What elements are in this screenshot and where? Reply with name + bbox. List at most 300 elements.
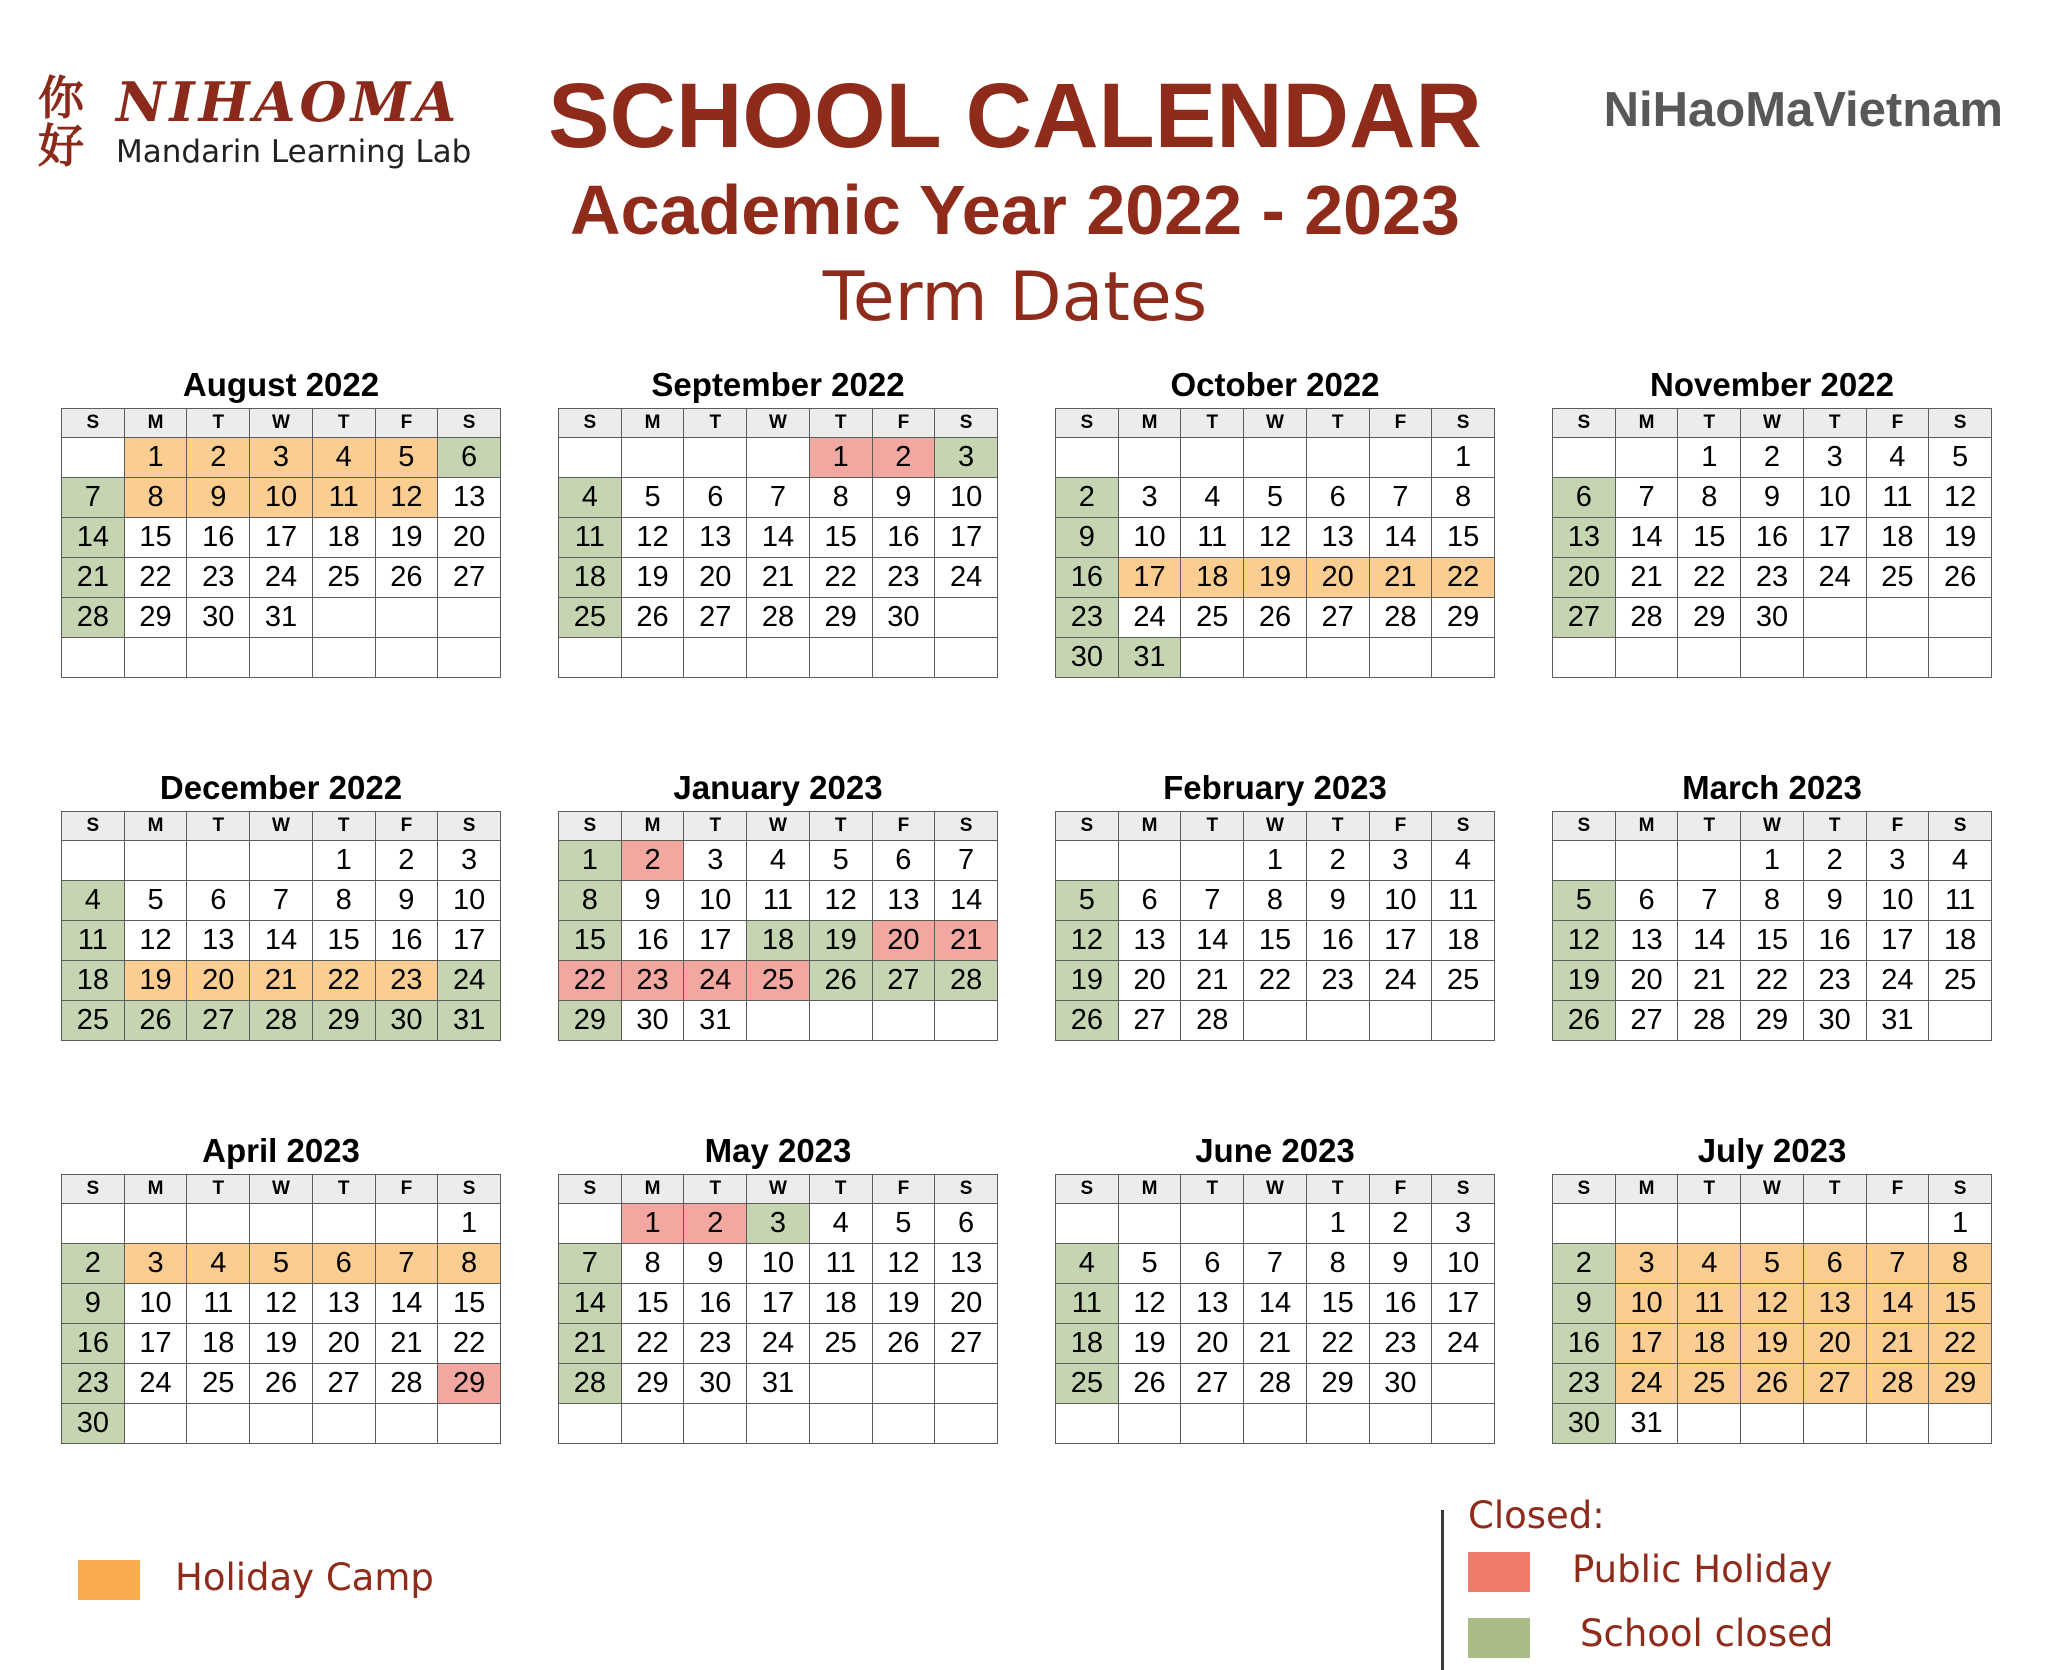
day-cell [809,1364,872,1404]
weekday-header: T [809,409,872,438]
day-cell: 24 [684,961,747,1001]
day-cell: 20 [312,1324,375,1364]
day-cell: 30 [872,598,935,638]
day-cell: 10 [124,1284,187,1324]
week-row [559,921,998,961]
day-cell: 11 [1181,518,1244,558]
day-cell: 27 [1181,1364,1244,1404]
week-row [1056,961,1495,1001]
week-row [1553,1404,1992,1444]
day-cell [1678,841,1741,881]
weekday-header: F [872,812,935,841]
day-cell [1118,841,1181,881]
day-cell: 22 [621,1324,684,1364]
week-row [1056,1244,1495,1284]
day-cell: 13 [684,518,747,558]
weekday-header: F [872,409,935,438]
day-cell: 24 [1615,1364,1678,1404]
day-cell: 30 [1056,638,1119,678]
day-cell [1615,1204,1678,1244]
day-cell: 27 [1803,1364,1866,1404]
day-cell: 14 [747,518,810,558]
day-cell: 13 [872,881,935,921]
day-cell [559,638,622,678]
weekday-header: T [312,812,375,841]
weekday-header: T [1306,812,1369,841]
day-cell: 18 [1866,518,1929,558]
day-cell: 27 [1118,1001,1181,1041]
day-cell [1432,1404,1495,1444]
day-cell: 7 [1244,1244,1307,1284]
day-cell: 30 [684,1364,747,1404]
day-cell: 26 [1244,598,1307,638]
day-cell [1866,638,1929,678]
day-cell: 12 [621,518,684,558]
day-cell: 11 [62,921,125,961]
weekday-header: F [1369,812,1432,841]
week-row [1553,638,1992,678]
day-cell: 28 [62,598,125,638]
day-cell: 14 [559,1284,622,1324]
day-cell [1803,1204,1866,1244]
day-cell: 30 [1803,1001,1866,1041]
day-cell: 7 [1369,478,1432,518]
day-cell [1056,841,1119,881]
weekday-header: F [1866,1175,1929,1204]
day-cell: 9 [1369,1244,1432,1284]
day-cell: 21 [559,1324,622,1364]
day-cell: 7 [1678,881,1741,921]
day-cell: 12 [809,881,872,921]
day-cell: 30 [187,598,250,638]
weekday-header: S [559,409,622,438]
week-row [62,598,501,638]
day-cell: 16 [1741,518,1804,558]
day-cell: 28 [1866,1364,1929,1404]
day-cell: 12 [124,921,187,961]
month-title: May 2023 [704,1132,852,1169]
day-cell [559,1404,622,1444]
day-cell: 10 [1803,478,1866,518]
weekday-header: S [1929,812,1992,841]
day-cell: 22 [438,1324,501,1364]
weekday-header: S [935,812,998,841]
day-cell: 27 [684,598,747,638]
weekday-header: T [809,812,872,841]
day-cell: 18 [809,1284,872,1324]
day-cell: 28 [935,961,998,1001]
day-cell: 29 [312,1001,375,1041]
day-cell: 7 [1615,478,1678,518]
day-cell: 15 [124,518,187,558]
week-row [1056,1284,1495,1324]
day-cell: 15 [1741,921,1804,961]
day-cell [1056,438,1119,478]
day-cell: 29 [621,1364,684,1404]
day-cell: 5 [124,881,187,921]
week-row [1553,438,1992,478]
week-row [1553,881,1992,921]
day-cell: 12 [1741,1284,1804,1324]
day-cell: 27 [872,961,935,1001]
day-cell: 23 [1803,961,1866,1001]
day-cell: 31 [747,1364,810,1404]
day-cell [1553,438,1616,478]
month-table [61,1174,501,1444]
weekday-header: S [1056,812,1119,841]
week-row [559,1284,998,1324]
day-cell: 17 [1432,1284,1495,1324]
day-cell [1432,1364,1495,1404]
day-cell: 26 [375,558,438,598]
day-cell: 13 [312,1284,375,1324]
day-cell: 1 [621,1204,684,1244]
day-cell [1553,841,1616,881]
day-cell: 25 [1181,598,1244,638]
day-cell: 25 [809,1324,872,1364]
day-cell: 17 [1615,1324,1678,1364]
day-cell: 26 [1118,1364,1181,1404]
day-cell: 28 [747,598,810,638]
day-cell: 30 [621,1001,684,1041]
day-cell: 23 [1306,961,1369,1001]
weekday-header: M [621,1175,684,1204]
day-cell: 7 [935,841,998,881]
day-cell: 19 [1553,961,1616,1001]
day-cell: 29 [1929,1364,1992,1404]
day-cell [621,438,684,478]
day-cell [250,638,313,678]
day-cell: 7 [375,1244,438,1284]
day-cell [124,1404,187,1444]
week-row [62,518,501,558]
day-cell: 4 [559,478,622,518]
day-cell: 4 [1866,438,1929,478]
day-cell: 25 [747,961,810,1001]
day-cell: 25 [62,1001,125,1041]
day-cell [872,1404,935,1444]
day-cell [250,1204,313,1244]
day-cell: 24 [935,558,998,598]
day-cell: 16 [1803,921,1866,961]
day-cell: 2 [1553,1244,1616,1284]
school-closed-label: School closed [1580,1612,1834,1655]
day-cell [1866,1204,1929,1244]
month-calendar [558,362,998,678]
day-cell: 8 [1929,1244,1992,1284]
weekday-header: F [1369,409,1432,438]
day-cell: 28 [1181,1001,1244,1041]
day-cell [1678,1204,1741,1244]
day-cell: 9 [375,881,438,921]
day-cell: 23 [1553,1364,1616,1404]
day-cell [747,638,810,678]
day-cell [438,638,501,678]
day-cell: 23 [684,1324,747,1364]
day-cell: 26 [621,598,684,638]
day-cell [1306,1001,1369,1041]
day-cell [1929,1001,1992,1041]
day-cell: 29 [1741,1001,1804,1041]
day-cell: 31 [684,1001,747,1041]
month-table [558,1174,998,1444]
day-cell: 26 [124,1001,187,1041]
day-cell: 27 [438,558,501,598]
weekday-header: M [1118,409,1181,438]
day-cell: 19 [1929,518,1992,558]
title-block [350,64,1680,344]
day-cell: 28 [559,1364,622,1404]
day-cell [809,638,872,678]
day-cell [621,638,684,678]
day-cell: 10 [438,881,501,921]
day-cell: 2 [375,841,438,881]
day-cell: 1 [438,1204,501,1244]
day-cell: 22 [1678,558,1741,598]
day-cell: 16 [187,518,250,558]
day-cell: 17 [747,1284,810,1324]
day-cell [124,841,187,881]
day-cell [1118,1204,1181,1244]
day-cell [375,598,438,638]
day-cell: 23 [1056,598,1119,638]
month-title: June 2023 [1195,1132,1355,1169]
weekday-header: W [747,1175,810,1204]
day-cell: 17 [124,1324,187,1364]
week-row [62,1404,501,1444]
week-row [559,961,998,1001]
day-cell: 13 [935,1244,998,1284]
weekday-header: W [1244,812,1307,841]
week-row [559,1204,998,1244]
day-cell: 17 [1866,921,1929,961]
month-calendar [61,765,501,1041]
day-cell: 3 [935,438,998,478]
day-cell: 19 [621,558,684,598]
day-cell: 4 [1181,478,1244,518]
week-row [1056,1204,1495,1244]
day-cell: 15 [1306,1284,1369,1324]
day-cell: 1 [1929,1204,1992,1244]
day-cell: 12 [1118,1284,1181,1324]
day-cell: 17 [1803,518,1866,558]
day-cell: 4 [747,841,810,881]
weekday-header: M [1615,409,1678,438]
day-cell: 21 [747,558,810,598]
month-calendar [1055,765,1495,1041]
day-cell: 22 [1244,961,1307,1001]
day-cell: 16 [1553,1324,1616,1364]
weekday-header: M [124,409,187,438]
day-cell [621,1404,684,1444]
day-cell: 23 [1741,558,1804,598]
day-cell [1803,638,1866,678]
day-cell: 31 [1118,638,1181,678]
weekday-header: T [1181,1175,1244,1204]
day-cell [935,1001,998,1041]
day-cell [1244,1404,1307,1444]
weekday-header: W [1741,1175,1804,1204]
day-cell: 3 [438,841,501,881]
month-calendar [558,765,998,1041]
day-cell [62,438,125,478]
weekday-header: T [312,1175,375,1204]
day-cell: 2 [872,438,935,478]
week-row [1553,1284,1992,1324]
day-cell: 10 [684,881,747,921]
day-cell [187,841,250,881]
month-table [558,408,998,678]
weekday-header: S [1432,1175,1495,1204]
day-cell: 5 [1553,881,1616,921]
day-cell: 14 [1615,518,1678,558]
day-cell [1181,1204,1244,1244]
day-cell: 4 [62,881,125,921]
day-cell: 18 [312,518,375,558]
day-cell [1803,598,1866,638]
month-title: August 2022 [182,366,380,403]
weekday-header: S [62,409,125,438]
day-cell: 1 [312,841,375,881]
weekday-header: T [1678,409,1741,438]
day-cell: 3 [747,1204,810,1244]
weekday-header: F [1866,409,1929,438]
day-cell: 20 [684,558,747,598]
day-cell: 6 [1803,1244,1866,1284]
day-cell [124,1204,187,1244]
day-cell: 14 [1369,518,1432,558]
day-cell: 27 [312,1364,375,1404]
holiday-camp-swatch [78,1560,140,1600]
day-cell: 22 [124,558,187,598]
day-cell [1678,1404,1741,1444]
day-cell: 15 [438,1284,501,1324]
day-cell: 3 [1432,1204,1495,1244]
day-cell [250,1404,313,1444]
day-cell: 8 [124,478,187,518]
day-cell: 23 [621,961,684,1001]
month-table [61,408,501,678]
day-cell: 23 [62,1364,125,1404]
day-cell: 9 [1306,881,1369,921]
day-cell: 18 [1678,1324,1741,1364]
week-row [1553,1324,1992,1364]
day-cell: 14 [250,921,313,961]
day-cell: 5 [872,1204,935,1244]
day-cell: 2 [684,1204,747,1244]
day-cell: 4 [1056,1244,1119,1284]
logo-subtitle: Mandarin Learning Lab [116,134,472,170]
day-cell: 28 [250,1001,313,1041]
day-cell: 2 [62,1244,125,1284]
day-cell [438,1404,501,1444]
day-cell: 2 [1056,478,1119,518]
day-cell: 20 [1306,558,1369,598]
day-cell: 30 [375,1001,438,1041]
day-cell [1118,438,1181,478]
day-cell: 26 [1741,1364,1804,1404]
week-row [1553,1001,1992,1041]
day-cell: 6 [872,841,935,881]
day-cell: 7 [1866,1244,1929,1284]
day-cell [312,598,375,638]
day-cell: 7 [747,478,810,518]
day-cell: 30 [1553,1404,1616,1444]
weekday-header: M [1615,1175,1678,1204]
day-cell [872,1364,935,1404]
day-cell: 19 [1741,1324,1804,1364]
day-cell [1432,1001,1495,1041]
weekday-header: T [1678,812,1741,841]
day-cell: 9 [872,478,935,518]
week-row [559,881,998,921]
day-cell: 8 [1306,1244,1369,1284]
day-cell: 16 [684,1284,747,1324]
day-cell: 5 [1056,881,1119,921]
day-cell: 16 [1369,1284,1432,1324]
day-cell: 5 [809,841,872,881]
day-cell: 22 [1432,558,1495,598]
month-title: November 2022 [1650,366,1894,403]
week-row [62,881,501,921]
day-cell: 20 [1181,1324,1244,1364]
week-row [1553,598,1992,638]
academic-year-subtitle: Academic Year 2022 - 2023 [570,171,1460,249]
month-title: April 2023 [202,1132,360,1169]
day-cell: 19 [809,921,872,961]
day-cell: 12 [375,478,438,518]
day-cell: 10 [1118,518,1181,558]
day-cell: 25 [1929,961,1992,1001]
month-calendar [61,1128,501,1444]
day-cell: 28 [1615,598,1678,638]
day-cell: 1 [559,841,622,881]
day-cell: 14 [1866,1284,1929,1324]
month-calendar [1552,765,1992,1041]
month-title: October 2022 [1170,366,1380,403]
week-row [62,1364,501,1404]
day-cell: 6 [1553,478,1616,518]
day-cell: 10 [1615,1284,1678,1324]
day-cell: 19 [375,518,438,558]
weekday-header: T [1678,1175,1741,1204]
day-cell: 8 [1432,478,1495,518]
day-cell [1678,638,1741,678]
day-cell: 13 [1118,921,1181,961]
month-title: July 2023 [1697,1132,1847,1169]
month-table [1552,1174,1992,1444]
weekday-header: M [1118,1175,1181,1204]
day-cell: 13 [1181,1284,1244,1324]
day-cell: 23 [1369,1324,1432,1364]
weekday-header: S [1553,812,1616,841]
week-row [1056,518,1495,558]
term-dates-subtitle: Term Dates [822,258,1208,337]
day-cell: 20 [872,921,935,961]
weekday-header: S [935,1175,998,1204]
day-cell: 9 [621,881,684,921]
day-cell [1929,1404,1992,1444]
day-cell: 20 [1118,961,1181,1001]
day-cell: 3 [684,841,747,881]
day-cell: 2 [1306,841,1369,881]
week-row [1056,438,1495,478]
day-cell: 23 [187,558,250,598]
day-cell [375,1204,438,1244]
day-cell: 3 [1369,841,1432,881]
day-cell: 17 [935,518,998,558]
day-cell: 26 [1553,1001,1616,1041]
